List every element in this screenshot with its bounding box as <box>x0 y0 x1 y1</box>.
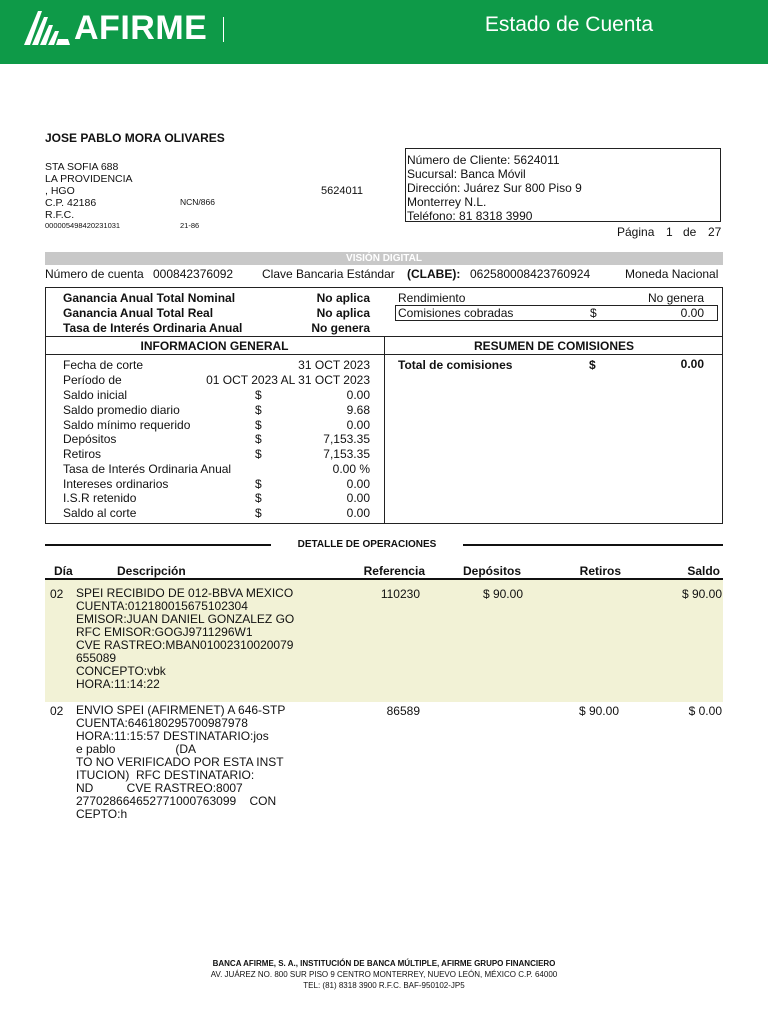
reference-suffix: 21-86 <box>180 221 200 230</box>
info-row-label: Saldo mínimo requerido <box>63 418 191 432</box>
row-description-line: CEPTO:h <box>76 807 128 821</box>
info-row-label: Saldo promedio diario <box>63 403 180 417</box>
info-row-value: 7,153.35 <box>323 447 370 461</box>
detail-title: DETALLE DE OPERACIONES <box>297 539 437 550</box>
footer-bank-name: BANCA AFIRME, S. A., INSTITUCIÓN DE BANCA MÚLTIPLE, AFIRME GRUPO FINANCIERO <box>212 959 556 968</box>
row-reference: 86589 <box>386 704 420 718</box>
row-description-line: CUENTA:646180295700987978 <box>76 716 248 730</box>
clabe-number: 062580008423760924 <box>470 267 591 281</box>
page-title: Estado de Cuenta <box>484 13 653 36</box>
header-divider <box>223 17 224 42</box>
rendimiento-value: No genera <box>647 291 704 305</box>
client-info-line: Sucursal: Banca Móvil <box>407 167 526 181</box>
info-row-value: 9.68 <box>346 403 370 417</box>
info-row-label: Depósitos <box>63 432 117 446</box>
row-description-line: e pablo (DA <box>76 742 197 756</box>
comisiones-cobradas-currency: $ <box>590 306 597 320</box>
row-day: 02 <box>50 704 64 718</box>
row-description-line: SPEI RECIBIDO DE 012-BBVA MEXICO <box>76 586 294 600</box>
client-info-line: Monterrey N.L. <box>407 195 487 209</box>
total-comisiones-value: 0.00 <box>680 357 704 371</box>
info-row-currency: $ <box>255 506 262 520</box>
total-comisiones-currency: $ <box>589 358 596 372</box>
address-line: STA SOFIA 688 <box>45 161 119 173</box>
rate-value: No aplica <box>316 306 370 320</box>
info-row-label: Tasa de Interés Ordinaria Anual <box>63 462 232 476</box>
rate-value: No aplica <box>316 291 370 305</box>
total-comisiones-label: Total de comisiones <box>398 358 513 372</box>
client-info-line: Dirección: Juárez Sur 800 Piso 9 <box>407 181 582 195</box>
info-row-label: I.S.R retenido <box>63 491 137 505</box>
ncn-code: NCN/866 <box>180 197 215 207</box>
row-description-line: CUENTA:012180015675102304 <box>76 599 248 613</box>
info-general-title: INFORMACION GENERAL <box>140 339 289 353</box>
customer-name: JOSE PABLO MORA OLIVARES <box>45 131 225 145</box>
rate-label: Ganancia Anual Total Nominal <box>63 291 236 305</box>
row-description-line: TO NO VERIFICADO POR ESTA INST <box>76 755 284 769</box>
rendimiento-label: Rendimiento <box>398 291 466 305</box>
info-row-value: 7,153.35 <box>323 432 370 446</box>
row-description-line: HORA:11:14:22 <box>76 677 160 691</box>
address-line: C.P. 42186 <box>45 197 97 209</box>
account-number-label: Número de cuenta <box>45 267 144 281</box>
client-info-line: Teléfono: 81 8318 3990 <box>407 209 533 223</box>
info-row-currency: $ <box>255 403 262 417</box>
logo-text: AFIRME <box>74 8 208 47</box>
info-row-value: 0.00 <box>346 491 370 505</box>
page-total: 27 <box>708 225 722 239</box>
row-description-line: CVE RASTREO:MBAN01002310020079 <box>76 638 294 652</box>
rate-value: No genera <box>311 321 370 335</box>
address-line: LA PROVIDENCIA <box>45 173 133 185</box>
info-row-label: Intereses ordinarios <box>63 477 169 491</box>
currency: Moneda Nacional <box>625 267 719 281</box>
afirme-logo-icon <box>22 9 70 47</box>
address-line: , HGO <box>45 185 75 197</box>
client-number: 5624011 <box>321 185 364 197</box>
client-info-line: Número de Cliente: 5624011 <box>407 153 560 167</box>
column-header: Depósitos <box>462 564 521 578</box>
info-row-currency: $ <box>255 477 262 491</box>
row-description-line: CONCEPTO:vbk <box>76 664 166 678</box>
footer-phone-rfc: TEL: (81) 8318 3900 R.F.C. BAF-950102-JP5 <box>303 981 465 990</box>
info-row-value: 0.00 <box>346 388 370 402</box>
rate-label: Tasa de Interés Ordinaria Anual <box>63 321 243 335</box>
section-header-divider <box>45 354 723 355</box>
info-row-currency: $ <box>255 388 262 402</box>
clabe-bold-label: (CLABE): <box>407 267 461 281</box>
info-row-currency: $ <box>255 491 262 505</box>
row-description-line: ND CVE RASTREO:8007 <box>76 781 243 795</box>
detail-rule-right <box>463 544 723 546</box>
footer-address: AV. JUÁREZ NO. 800 SUR PISO 9 CENTRO MONTERREY, NUEVO LEÓN, MÉXICO C.P. 64000 <box>210 970 558 979</box>
periodo-label: Período de <box>63 373 122 387</box>
rate-label: Ganancia Anual Total Real <box>63 306 214 320</box>
resumen-comisiones-title: RESUMEN DE COMISIONES <box>473 339 635 353</box>
account-number: 000842376092 <box>153 267 234 281</box>
row-description-line: 2770286646527710007630​99 CON <box>76 794 277 808</box>
address-line: R.F.C. <box>45 209 75 221</box>
clabe-label: Clave Bancaria Estándar <box>262 267 395 281</box>
info-row-value: 0.00 <box>346 477 370 491</box>
reference-code: 000005498420231031 <box>45 221 121 230</box>
column-header: Día <box>54 564 73 578</box>
info-row-value: 0.00 <box>346 506 370 520</box>
info-row-currency: $ <box>255 418 262 432</box>
row-description-line: HORA:11:15:57 DESTINATARIO:jos <box>76 729 269 743</box>
info-row-value: 0.00 <box>346 418 370 432</box>
column-header: Saldo <box>687 564 720 578</box>
row-description-line: ITUCION) RFC DESTINATARIO: <box>76 768 255 782</box>
row-balance: $ 0.00 <box>688 704 722 718</box>
column-header: Referencia <box>363 564 425 578</box>
row-description-line: 655089 <box>76 651 117 665</box>
row-day: 02 <box>50 587 64 601</box>
row-reference: 110230 <box>380 587 420 601</box>
comisiones-cobradas-value: 0.00 <box>680 306 704 320</box>
info-row-label: Saldo al corte <box>63 506 137 520</box>
comisiones-cobradas-label: Comisiones cobradas <box>398 306 514 320</box>
afirme-logo <box>22 8 207 48</box>
periodo-value: 01 OCT 2023 AL 31 OCT 2023 <box>206 373 370 387</box>
row-balance: $ 90.00 <box>681 587 722 601</box>
page-current: 1 <box>666 225 673 239</box>
page-label: Página <box>617 225 655 239</box>
fecha-corte-label: Fecha de corte <box>63 358 144 372</box>
row-description-line: EMISOR:JUAN DANIEL GONZALEZ GO <box>76 612 295 626</box>
row-description-line: RFC EMISOR:GOGJ9711296W1 <box>76 625 253 639</box>
row-deposit: $ 90.00 <box>482 587 523 601</box>
fecha-corte-value: 31 OCT 2023 <box>298 358 370 372</box>
info-row-label: Retiros <box>63 447 102 461</box>
info-row-currency: $ <box>255 432 262 446</box>
row-withdrawal: $ 90.00 <box>578 704 619 718</box>
page-of: de <box>683 225 697 239</box>
info-row-currency: $ <box>255 447 262 461</box>
column-header: Descripción <box>117 564 186 578</box>
info-row-value: 0.00 % <box>332 462 370 476</box>
column-header: Retiros <box>579 564 621 578</box>
section-banner: VISIÓN DIGITAL <box>45 252 723 265</box>
detail-rule-left <box>45 544 271 546</box>
row-description-line: ENVIO SPEI (AFIRMENET) A 646-STP <box>76 703 286 717</box>
summary-column-divider <box>384 336 385 524</box>
info-row-label: Saldo inicial <box>63 388 128 402</box>
